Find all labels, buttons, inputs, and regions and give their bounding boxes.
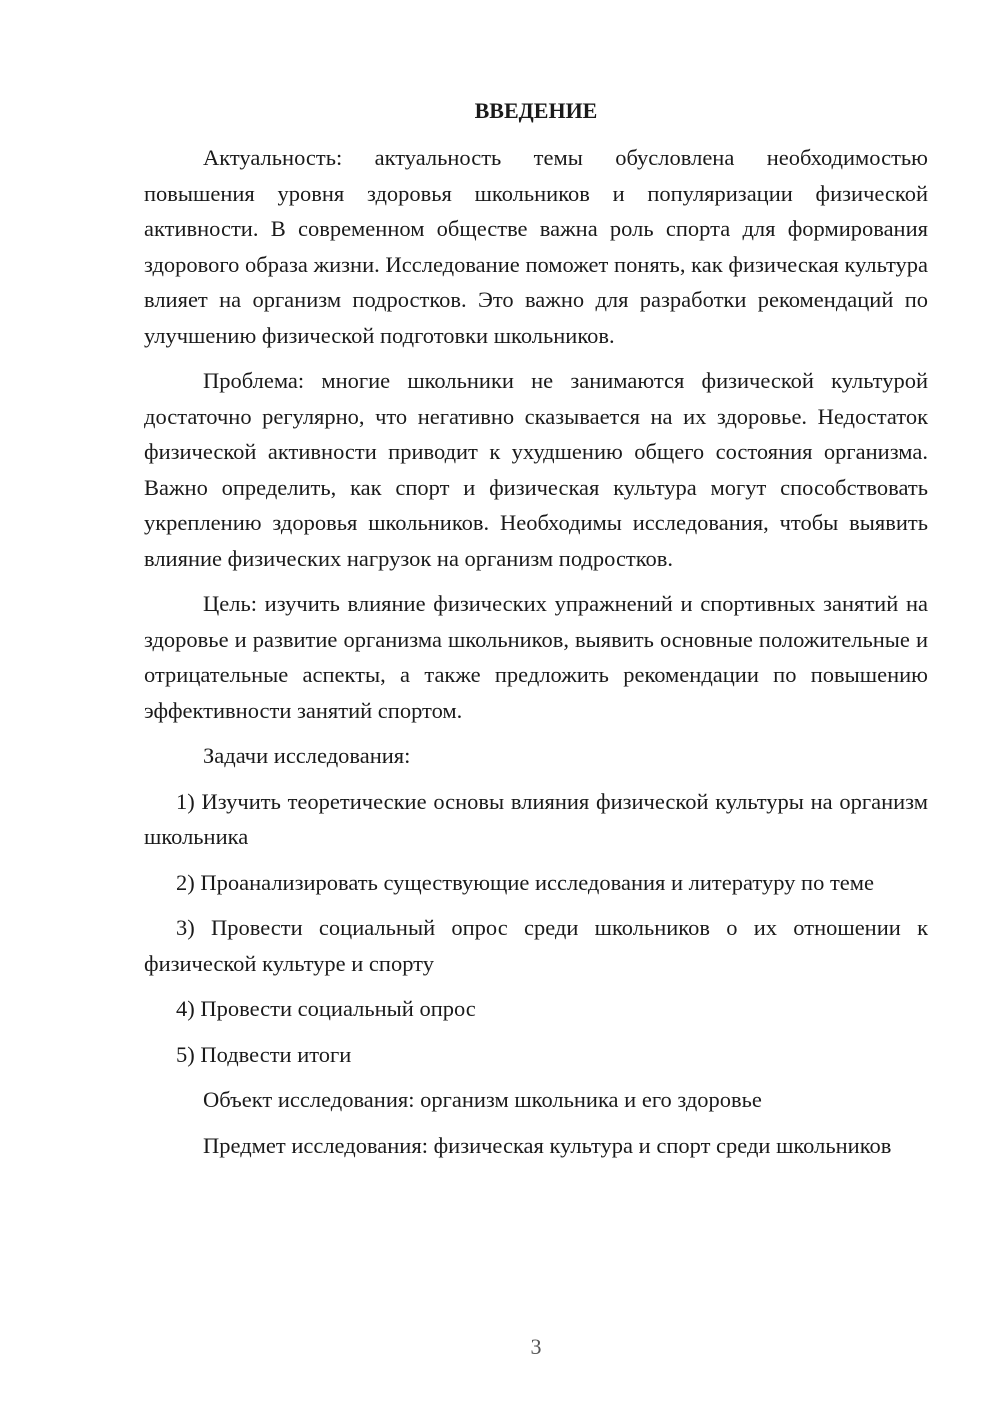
task-item-2: 2) Проанализировать существующие исследования и литературу по теме xyxy=(176,869,874,895)
page-number: 3 xyxy=(530,1334,542,1359)
relevance-paragraph: Актуальность: актуальность темы обусловлена необходимостью повышения уровня здоровья школьников и популяризации физической активности. В современном обществе важна роль спорта для формирования здорового образа жизни. Исследование поможет понять, как физическая культура влияет на организм подростков. Это важно для разработки рекомендаций по улучшению физической подготовки школьников. xyxy=(144,145,928,348)
object-paragraph: Объект исследования: организм школьника и его здоровье xyxy=(203,1087,762,1112)
task-item-4: 4) Провести социальный опрос xyxy=(176,996,476,1021)
problem-paragraph: Проблема: многие школьники не занимаются физической культурой достаточно регулярно, что негативно сказывается на их здоровье. Недостаток физической активности приводит к ухудшению общего состояния организма. Важно определить, как спорт и физическая культура могут способствовать укреплению здоровья школьников. Необходимы исследования, чтобы выявить влияние физических нагрузок на организм подростков. xyxy=(144,368,928,571)
subject-paragraph: Предмет исследования: физическая культура и спорт среди школьников xyxy=(203,1132,892,1158)
task-item-1: 1) Изучить теоретические основы влияния физической культуры на организм школьника xyxy=(144,788,928,849)
goal-paragraph: Цель: изучить влияние физических упражнений и спортивных занятий на здоровье и развитие организма школьников, выявить основные положительные и отрицательные аспекты, а также предложить рекомендации по повышению эффективности занятий спортом. xyxy=(144,591,928,723)
tasks-heading: Задачи исследования: xyxy=(203,743,411,768)
task-item-5: 5) Подвести итоги xyxy=(176,1041,352,1067)
page-content xyxy=(144,94,928,1173)
page-title: ВВЕДЕНИЕ xyxy=(474,98,598,123)
task-item-3: 3) Провести социальный опрос среди школьников о их отношении к физической культуре и спорту xyxy=(144,915,928,976)
